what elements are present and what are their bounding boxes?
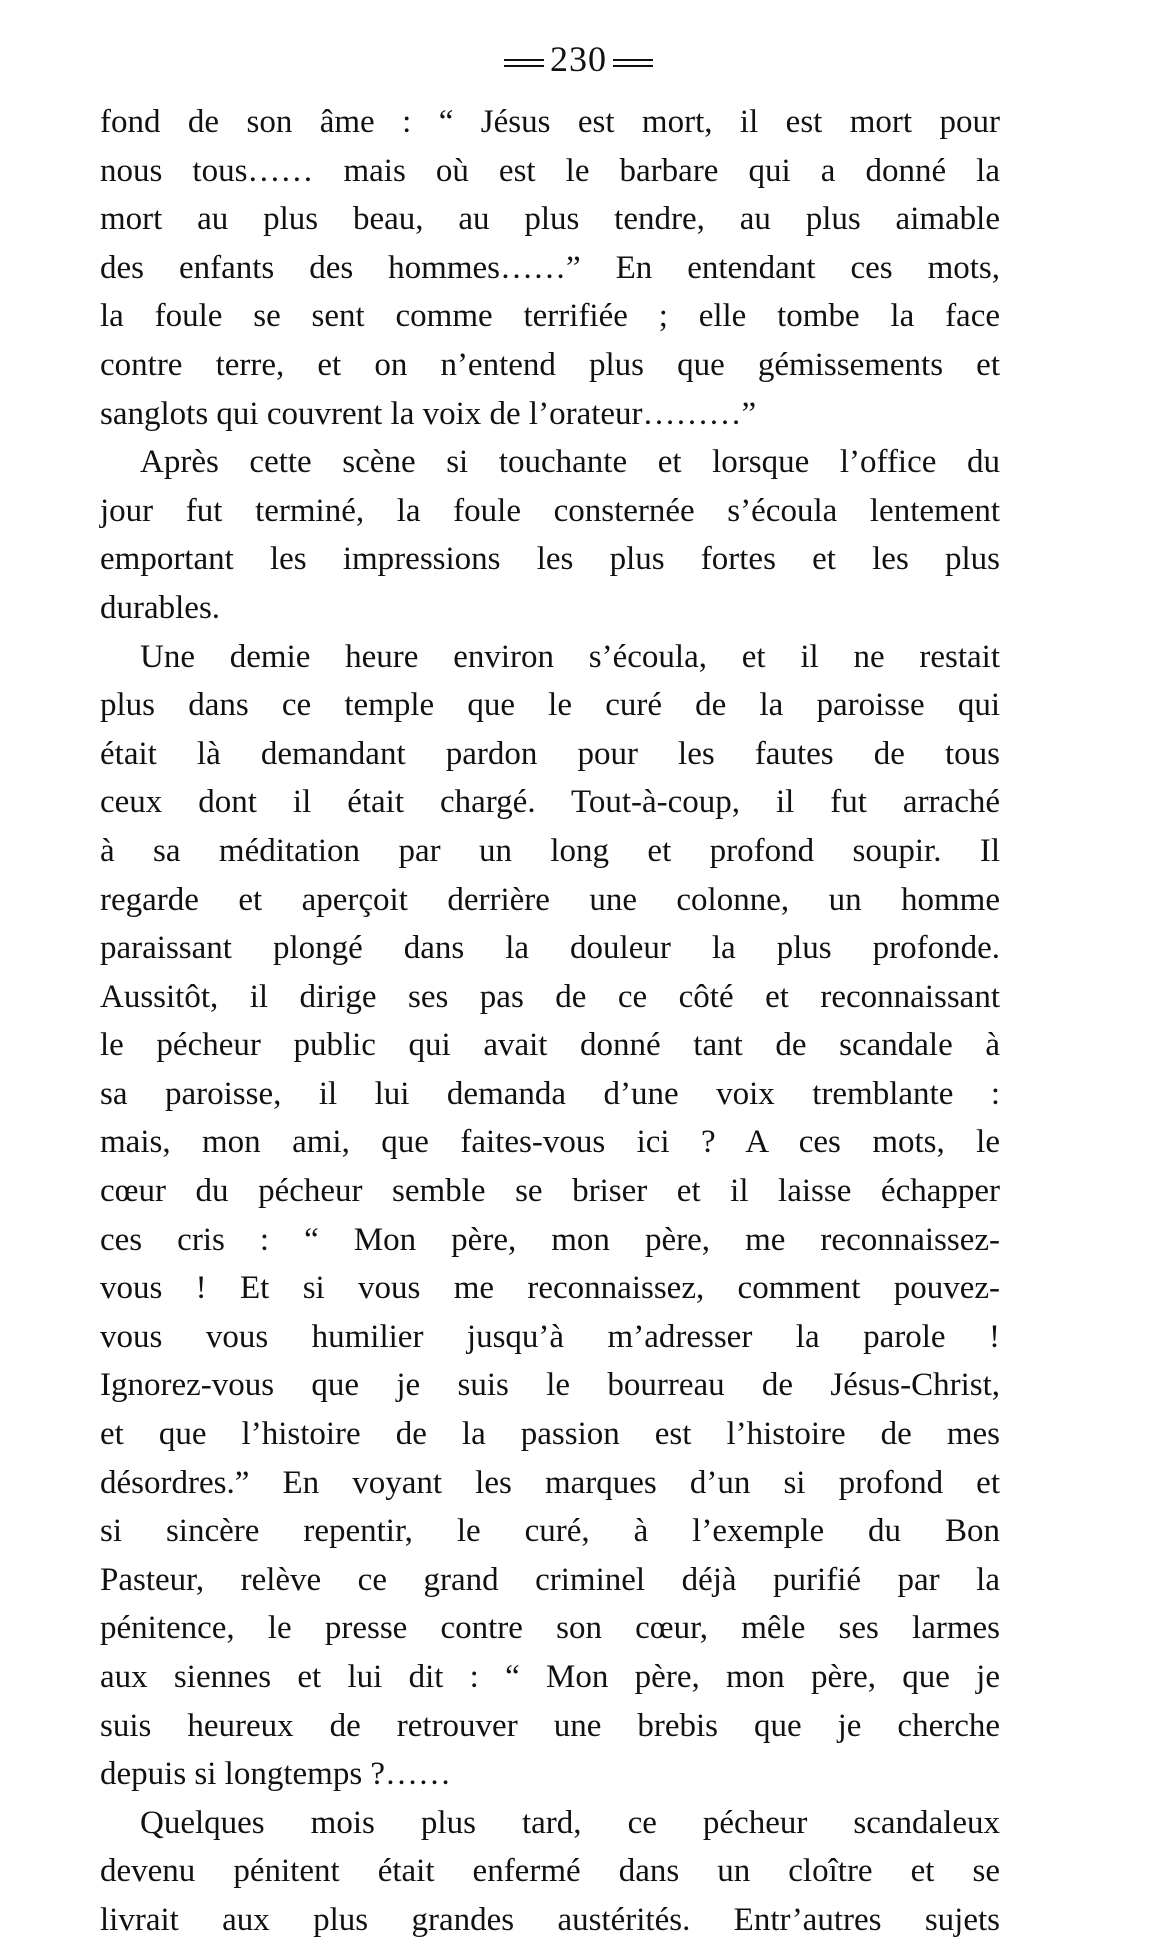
text-line: si sincère repentir, le curé, à l’exemple du Bon bbox=[100, 1513, 1000, 1550]
text-line: vous vous humilier jusqu’à m’adresser la parole ! bbox=[100, 1318, 1000, 1355]
text-line: sanglots qui couvrent la voix de l’orateur………” bbox=[100, 395, 757, 432]
text-line: mais, mon ami, que faites-vous ici ? A ces mots, le bbox=[100, 1124, 1000, 1161]
page-number bbox=[0, 38, 1157, 80]
text-line: aux siennes et lui dit : “ Mon père, mon père, que je bbox=[100, 1659, 1000, 1695]
page-number-rule-right bbox=[613, 59, 653, 67]
text-line: pénitence, le presse contre son cœur, mêle ses larmes bbox=[100, 1610, 1000, 1647]
text-line: emportant les impressions les plus fortes et les plus bbox=[100, 541, 1000, 578]
text-line: paraissant plongé dans la douleur la plus profonde. bbox=[100, 930, 1000, 967]
text-line: fond de son âme : “ Jésus est mort, il est mort pour bbox=[100, 104, 1000, 140]
text-line: depuis si longtemps ?…… bbox=[100, 1756, 452, 1793]
text-line: des enfants des hommes……” En entendant ces mots, bbox=[100, 249, 1000, 286]
text-line: Aussitôt, il dirige ses pas de ce côté et reconnaissant bbox=[100, 978, 1000, 1015]
text-line: nous tous…… mais où est le barbare qui a donné la bbox=[100, 152, 1000, 189]
text-line: contre terre, et on n’entend plus que gémissements et bbox=[100, 346, 1000, 383]
text-line: plus dans ce temple que le curé de la paroisse qui bbox=[100, 687, 1000, 724]
page-number-text: 230 bbox=[550, 39, 607, 79]
text-line: la foule se sent comme terrifiée ; elle tombe la face bbox=[100, 298, 1000, 335]
text-line: regarde et aperçoit derrière une colonne, un homme bbox=[100, 881, 1000, 918]
page-text bbox=[100, 98, 1000, 1945]
text-line: mort au plus beau, au plus tendre, au plus aimable bbox=[100, 201, 1000, 238]
text-line: Quelques mois plus tard, ce pécheur scandaleux bbox=[140, 1804, 1000, 1841]
text-line: Ignorez-vous que je suis le bourreau de Jésus-Christ, bbox=[100, 1367, 1000, 1404]
text-line: désordres.” En voyant les marques d’un si profond et bbox=[100, 1464, 1000, 1501]
text-line: cœur du pécheur semble se briser et il laisse échapper bbox=[100, 1173, 1000, 1210]
text-line: jour fut terminé, la foule consternée s’écoula lentement bbox=[100, 492, 1000, 529]
page-number-rule-left bbox=[504, 59, 544, 67]
text-line: livrait aux plus grandes austérités. Entr’autres sujets bbox=[100, 1901, 1000, 1938]
text-line: suis heureux de retrouver une brebis que je cherche bbox=[100, 1707, 1000, 1744]
text-line: sa paroisse, il lui demanda d’une voix tremblante : bbox=[100, 1075, 1000, 1112]
text-line: à sa méditation par un long et profond soupir. Il bbox=[100, 832, 1000, 869]
text-line: et que l’histoire de la passion est l’histoire de mes bbox=[100, 1416, 1000, 1453]
text-line: Une demie heure environ s’écoula, et il ne restait bbox=[140, 638, 1000, 675]
text-line: était là demandant pardon pour les fautes de tous bbox=[100, 735, 1000, 772]
text-line: Pasteur, relève ce grand criminel déjà purifié par la bbox=[100, 1561, 1000, 1598]
text-line: devenu pénitent était enfermé dans un cloître et se bbox=[100, 1853, 1000, 1890]
text-line: ces cris : “ Mon père, mon père, me reconnaissez- bbox=[100, 1221, 1000, 1258]
text-line: durables. bbox=[100, 589, 221, 626]
text-line: le pécheur public qui avait donné tant de scandale à bbox=[100, 1027, 1000, 1064]
text-line: Après cette scène si touchante et lorsque l’office du bbox=[140, 444, 1000, 481]
text-line: vous ! Et si vous me reconnaissez, comment pouvez- bbox=[100, 1270, 1000, 1307]
text-line: ceux dont il était chargé. Tout-à-coup, il fut arraché bbox=[100, 784, 1000, 821]
